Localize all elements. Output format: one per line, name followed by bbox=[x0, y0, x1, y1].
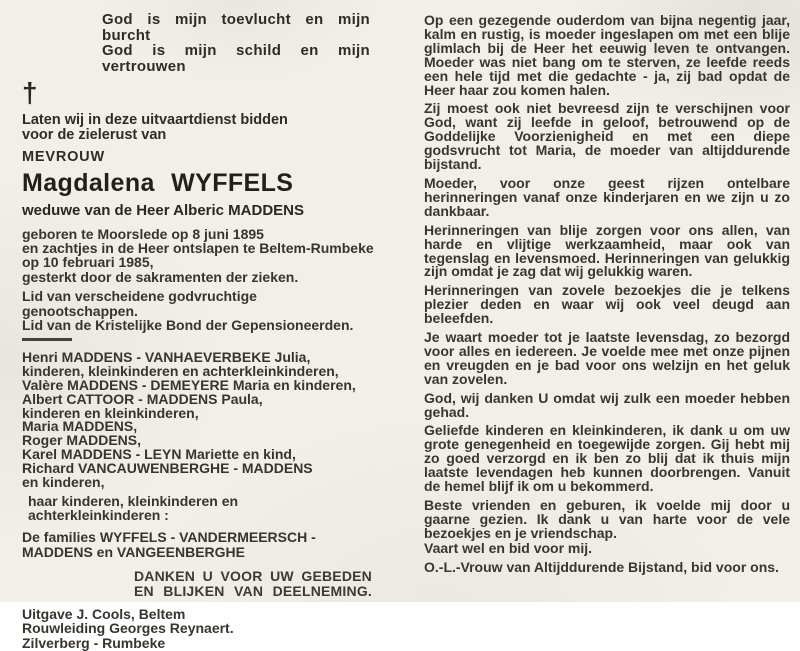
life-line: geboren te Moorslede op 8 juni 1895 bbox=[22, 225, 264, 242]
honorific: MEVROUW bbox=[22, 148, 105, 165]
epigraph-line: God is mijn schild en mijn vertrouwen bbox=[102, 42, 370, 75]
memberships bbox=[22, 289, 374, 332]
thanks-block bbox=[134, 569, 372, 600]
families-block bbox=[22, 530, 374, 559]
cross-icon: † bbox=[22, 77, 38, 108]
family-line: Henri MADDENS - VANHAEVERBEKE Julia, bbox=[22, 349, 311, 366]
memorial-paragraph: Beste vrienden en geburen, ik voelde mij door u gaarne gezien. Ik dank u van harte voor de vele bezoekjes en je vriendschap. bbox=[424, 497, 790, 541]
epigraph-line: God is mijn toevlucht en mijn burcht bbox=[102, 11, 370, 44]
invocation-line: O.-L.-Vrouw van Altijddurende Bijstand, bid voor ons. bbox=[424, 558, 779, 575]
family-line: en kinderen, bbox=[22, 473, 105, 490]
memorial-paragraph: Op een gezegende ouderdom van bijna negentig jaar, kalm en rustig, is moeder ingeslapen om met een blije glimlach bij de Heer het eeuwig leven te ontvangen. Moeder was niet bang om te sterven, ze leefde reeds een hele tijd met die gedachte - ja, zij bad opdat de Heer haar zou komen halen. bbox=[424, 12, 790, 98]
membership-line: Lid van verscheidene godvruchtige genootschappen. bbox=[22, 288, 257, 319]
widow-line: weduwe van de Heer Alberic MADDENS bbox=[22, 201, 305, 219]
right-column bbox=[424, 12, 790, 575]
colophon bbox=[22, 607, 374, 650]
family-line: Richard VANCAUWENBERGHE - MADDENS bbox=[22, 459, 313, 476]
families-line: De families WYFFELS - VANDERMEERSCH - bbox=[22, 529, 316, 546]
colophon-line: Zilverberg - Rumbeke bbox=[22, 634, 166, 651]
family-line: kinderen, kleinkinderen en achterkleinkinderen, bbox=[22, 363, 339, 380]
life-line: op 10 februari 1985, bbox=[22, 254, 154, 271]
memorial-paragraph: Herinneringen van blije zorgen voor ons allen, van harde en vlijtige werkzaamheid, maar ook van tegenslag en levensmoed. Herinneringen van gelukkig zijn omdat je zag dat wij gelukkig waren. bbox=[424, 221, 790, 280]
section-divider bbox=[22, 338, 72, 341]
memorial-paragraph: Moeder, voor onze geest rijzen ontelbare herinneringen vanaf onze kinderjaren en we zijn u zo dankbaar. bbox=[424, 174, 790, 219]
thanks-line: EN BLIJKEN VAN DEELNEMING. bbox=[134, 583, 372, 600]
memorial-paragraph: Geliefde kinderen en kleinkinderen, ik dank u om uw grote genegenheid en toegewijde zorgen. Gij hebt mij zo goed verzorgd en ik ben zo blij dat ik thuis mijn laatste levendagen heb kunnen doorbrengen. Vanuit de hemel blijf ik om u bekommerd. bbox=[424, 422, 790, 495]
memorial-paragraph: Zij moest ook niet bevreesd zijn te verschijnen voor God, want zij leefde in geloof, betrouwend op de Goddelijke Voorzienigheid en met een diepe godsvrucht tot Maria, de moeder van altijddurende bijstand. bbox=[424, 100, 790, 173]
intro-line: voor de zielerust van bbox=[22, 126, 167, 143]
intro-text bbox=[22, 113, 374, 143]
life-line: en zachtjes in de Heer ontslapen te Beltem-Rumbeke bbox=[22, 240, 374, 256]
memorial-paragraph: Je waart moeder tot je laatste levensdag, zo bezorgd voor alles en iedereen. Je voelde mee met onze pijnen en vreugden en je bad voor ons welzijn en het geluk van zovelen. bbox=[424, 329, 790, 387]
left-column bbox=[22, 12, 374, 650]
colophon-line: Uitgave J. Cools, Beltem bbox=[22, 605, 186, 622]
families-line: MADDENS en VANGEENBERGHE bbox=[22, 544, 245, 560]
farewell-line: Vaart wel en bid voor mij. bbox=[424, 539, 593, 556]
family-line: Maria MADDENS, bbox=[22, 418, 138, 435]
family-line: Roger MADDENS, bbox=[22, 432, 142, 449]
membership-line: Lid van de Kristelijke Bond der Gepensioneerden. bbox=[22, 317, 354, 334]
epigraph bbox=[102, 12, 370, 74]
family-line: Karel MADDENS - LEYN Mariette en kind, bbox=[22, 446, 296, 463]
deceased-name: Magdalena WYFFELS bbox=[22, 168, 294, 197]
life-dates bbox=[22, 227, 374, 285]
intro-line: Laten wij in deze uitvaartdienst bidden bbox=[22, 112, 288, 128]
family-line: Valère MADDENS - DEMEYERE Maria en kinderen, bbox=[22, 377, 356, 394]
memorial-paragraph: God, wij danken U omdat wij zulk een moeder hebben gehad. bbox=[424, 389, 790, 420]
thanks-line: DANKEN U VOOR UW GEBEDEN bbox=[134, 567, 372, 584]
life-line: gesterkt door de sakramenten der zieken. bbox=[22, 268, 299, 285]
colophon-line: Rouwleiding Georges Reynaert. bbox=[22, 620, 234, 637]
family-line: Albert CATTOOR - MADDENS Paula, bbox=[22, 390, 263, 407]
family-line: kinderen en kleinkinderen, bbox=[22, 404, 199, 421]
memorial-paragraph: Herinneringen van zovele bezoekjes die je telkens plezier deden en waar wij ook veel deugd aan beleefden. bbox=[424, 282, 790, 327]
relation-line: haar kinderen, kleinkinderen en achterkleinkinderen : bbox=[28, 493, 239, 524]
family-list bbox=[22, 351, 374, 489]
